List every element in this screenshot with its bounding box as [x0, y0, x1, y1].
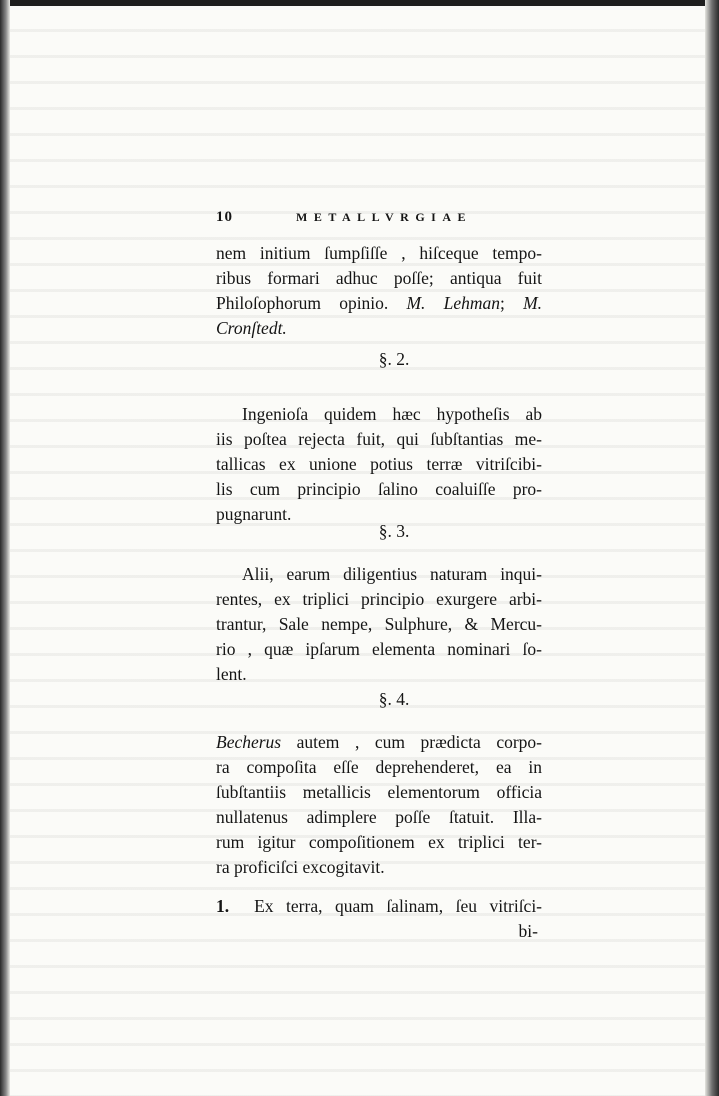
text-line: ra compoſita eſſe deprehenderet, ea in [216, 757, 542, 777]
spacer [216, 380, 542, 402]
text-fragment: Philoſophorum opinio. [216, 293, 389, 313]
running-header [216, 205, 542, 233]
paragraph-4 [216, 730, 542, 880]
scan-edge-right [705, 0, 719, 1096]
citation-becherus: Becherus [216, 732, 282, 752]
text-line: trantur, Sale nempe, Sulphure, & Mercu- [216, 614, 542, 634]
spacer [216, 552, 542, 562]
section-heading-3: §. 3. [378, 521, 410, 541]
text-line: lent. [216, 664, 247, 684]
text-line: nem initium ſumpſiſſe , hiſceque tempo- [216, 243, 542, 263]
citation-lehman: M. Lehman [406, 293, 501, 313]
text-line [216, 291, 542, 316]
item-number: 1. [216, 896, 230, 916]
page-number: 10 [216, 209, 233, 225]
text-fragment: autem , cum prædicta corpo- [281, 732, 542, 752]
citation-separator: ; [500, 293, 524, 313]
citation-cronstedt: Cronſtedt. [216, 318, 287, 338]
section-heading-2: §. 2. [378, 349, 410, 369]
text-line: rio , quæ ipſarum elementa nominari ſo- [216, 639, 542, 659]
text-line [216, 730, 542, 755]
text-line: ſubſtantiis metallicis elementorum officia [216, 782, 542, 802]
paragraph-2 [216, 402, 542, 527]
paragraph-1 [216, 241, 542, 341]
item-text: Ex terra, quam ſalinam, ſeu vitriſci- [254, 896, 543, 916]
section-heading-4: §. 4. [378, 689, 410, 709]
text-line: Ingenioſa quidem hæc hypotheſis ab [242, 404, 542, 424]
text-line: nullatenus adimplere poſſe ſtatuit. Illa- [216, 807, 542, 827]
text-line: tallicas ex unione potius terræ vitriſcibi- [216, 454, 542, 474]
text-line: Alii, earum diligentius naturam inqui- [242, 564, 542, 584]
text-line: rum igitur compoſitionem ex triplici ter- [216, 832, 542, 852]
scan-edge-left [0, 0, 10, 1096]
text-line [216, 316, 542, 341]
text-line: ra proficiſci excogitavit. [216, 857, 385, 877]
citation-initial: M. [523, 293, 543, 313]
text-line: iis poſtea rejecta fuit, qui ſubſtantias me- [216, 429, 542, 449]
paragraph-3 [216, 562, 542, 687]
text-line: pugnarunt. [216, 504, 292, 524]
spacer [216, 720, 542, 730]
catchword: bi- [518, 921, 538, 941]
enumerated-item-1 [216, 894, 542, 919]
spacer [216, 880, 542, 894]
text-line: rentes, ex triplici principio exurgere arbi- [216, 589, 542, 609]
running-title: METALLVRGIAE [296, 210, 473, 224]
page-text-block [216, 205, 542, 944]
text-line: lis cum principio ſalino coaluiſſe pro- [216, 479, 542, 499]
text-line: ribus formari adhuc poſſe; antiqua fuit [216, 268, 542, 288]
